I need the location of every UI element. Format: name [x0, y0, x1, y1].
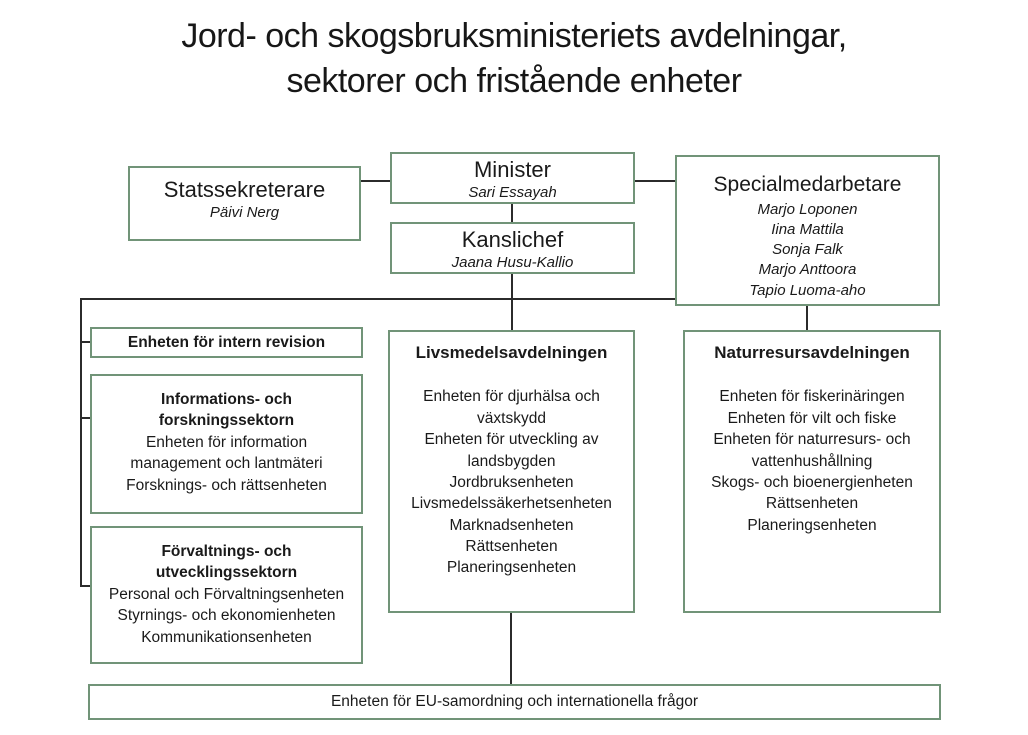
- person-name: Marjo Anttoora: [758, 261, 857, 279]
- connector-stub-informations: [82, 417, 90, 419]
- connector-kanslichef-down: [511, 274, 513, 330]
- box-informations-sektorn: [90, 374, 363, 514]
- unit-item: Enheten för utveckling av landsbygden: [424, 431, 599, 470]
- connector-minister-specialmedarbetare: [635, 180, 675, 182]
- unit-item: Styrnings- och ekonomienheten: [117, 607, 336, 625]
- connector-stub-intern-revision: [82, 341, 90, 343]
- person-name: Iina Mattila: [771, 221, 844, 239]
- box-livsmedel-title: Livsmedelsavdelningen: [415, 343, 608, 362]
- page-title-line1: Jord- och skogsbruksministeriets avdelningar,: [181, 17, 847, 55]
- person-name: Marjo Loponen: [757, 201, 858, 219]
- box-specialmedarbetare-names: [677, 200, 938, 300]
- connector-horizontal-bus: [80, 298, 675, 300]
- person-name: Sonja Falk: [772, 241, 843, 259]
- box-minister-title: Minister: [473, 157, 551, 182]
- unit-item: Enheten för djurhälsa och växtskydd: [423, 388, 600, 427]
- unit-item: Marknadsenheten: [449, 516, 574, 534]
- page-title-line2: sektorer och fristående enheter: [286, 61, 742, 100]
- box-eu-samordning: [88, 684, 941, 720]
- box-naturresurs-items: [693, 386, 931, 536]
- unit-item: Jordbruksenheten: [449, 473, 574, 491]
- box-forvaltnings-title: Förvaltnings- och utvecklingssektorn: [155, 543, 298, 582]
- box-statssekreterare: [128, 166, 361, 241]
- page-title: [0, 14, 1028, 104]
- connector-statssekreterare-minister: [361, 180, 390, 182]
- box-livsmedel-items: [396, 386, 627, 578]
- box-informations-title: Informations- och forskningssektorn: [158, 391, 295, 430]
- connector-stub-forvaltnings: [82, 585, 90, 587]
- box-specialmedarbetare: [675, 155, 940, 306]
- box-forvaltnings-sektorn: [90, 526, 363, 664]
- unit-item: Skogs- och bioenergienheten: [711, 473, 913, 491]
- unit-item: Rättsenheten: [465, 538, 558, 556]
- unit-item: Rättsenheten: [765, 495, 859, 513]
- box-naturresursavdelningen: [683, 330, 941, 613]
- unit-item: Planeringsenheten: [747, 516, 877, 534]
- connector-specialmedarbetare-naturresurs: [806, 306, 808, 330]
- person-name: Tapio Luoma-aho: [749, 281, 866, 299]
- box-eu-title: Enheten för EU-samordning och internationella frågor: [330, 693, 699, 710]
- unit-item: Enheten för vilt och fiske: [727, 409, 897, 427]
- unit-item: Enheten för naturresurs- och vattenhushållning: [713, 431, 911, 470]
- connector-livsmedel-eu: [510, 613, 512, 684]
- box-kanslichef: [390, 222, 635, 274]
- box-minister: [390, 152, 635, 204]
- unit-item: Forsknings- och rättsenheten: [126, 476, 327, 494]
- unit-item: Planeringsenheten: [446, 559, 577, 577]
- box-naturresurs-title: Naturresursavdelningen: [714, 343, 910, 362]
- box-kanslichef-person: Jaana Husu-Kallio: [451, 254, 574, 272]
- box-livsmedelsavdelningen: [388, 330, 635, 613]
- unit-item: Enheten för fiskerinäringen: [719, 388, 905, 406]
- box-statssekreterare-title: Statssekreterare: [163, 177, 326, 202]
- box-kanslichef-title: Kanslichef: [461, 227, 564, 252]
- box-minister-person: Sari Essayah: [468, 184, 557, 202]
- box-intern-revision: [90, 327, 363, 358]
- unit-item: Enheten för information management och lantmäteri: [130, 433, 323, 473]
- box-specialmedarbetare-title: Specialmedarbetare: [713, 173, 902, 196]
- box-statssekreterare-person: Päivi Nerg: [209, 204, 280, 222]
- unit-item: Personal och Förvaltningsenheten: [108, 585, 345, 603]
- connector-minister-kanslichef: [511, 204, 513, 222]
- box-intern-revision-title: Enheten för intern revision: [127, 333, 326, 351]
- unit-item: Kommunikationsenheten: [141, 628, 312, 646]
- unit-item: Livsmedelssäkerhetsenheten: [411, 495, 612, 513]
